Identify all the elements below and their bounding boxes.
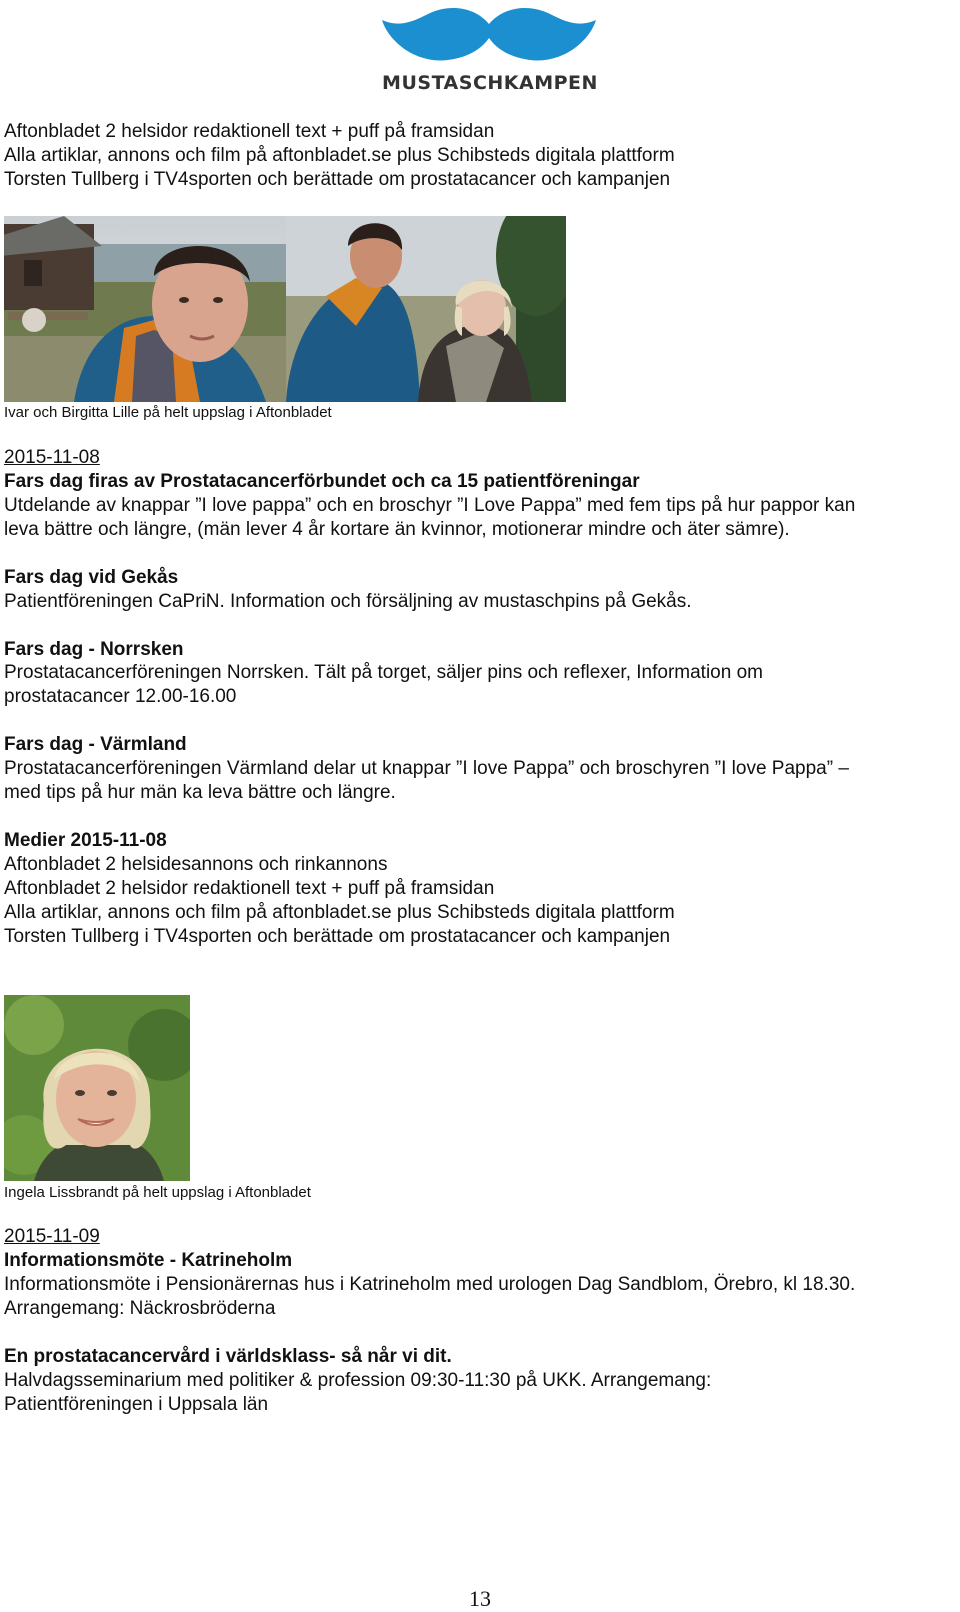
event-text: Informationsmöte i Pensionärernas hus i Katrineholm med urologen Dag Sandblom, Örebro, kl 18.30.: [4, 1274, 856, 1295]
event-text: Prostatacancerföreningen Värmland delar ut knappar ”I love Pappa” och broschyren ”I love Pappa” –: [4, 758, 849, 779]
media-line: Aftonbladet 2 helsidesannons och rinkannons: [4, 854, 388, 875]
event-title: Fars dag vid Gekås: [4, 567, 179, 588]
event-text: Arrangemang: Näckrosbröderna: [4, 1298, 276, 1319]
photo-ivar-birgitta: [286, 216, 566, 402]
event-title: Fars dag - Värmland: [4, 734, 187, 755]
intro-line: Aftonbladet 2 helsidor redaktionell text + puff på framsidan: [4, 121, 495, 142]
photo-ivar: [4, 216, 286, 402]
media-line: Aftonbladet 2 helsidor redaktionell text + puff på framsidan: [4, 878, 495, 899]
intro-line: Alla artiklar, annons och film på aftonbladet.se plus Schibsteds digitala plattform: [4, 145, 675, 166]
event-text: Utdelande av knappar ”I love pappa” och en broschyr ”I Love Pappa” med fem tips på hur pappor kan: [4, 495, 856, 516]
logo-text: MUSTASCHKAMPEN: [382, 72, 598, 94]
event-title: Informationsmöte - Katrineholm: [4, 1250, 293, 1271]
event-title: Fars dag - Norrsken: [4, 639, 184, 660]
event-date: 2015-11-09: [4, 1226, 100, 1247]
event-text: Halvdagsseminarium med politiker & profession 09:30-11:30 på UKK. Arrangemang:: [4, 1370, 712, 1391]
intro-line: Torsten Tullberg i TV4sporten och berättade om prostatacancer och kampanjen: [4, 169, 671, 190]
mustache-icon: [378, 4, 600, 70]
event-date: 2015-11-08: [4, 447, 100, 468]
event-text: med tips på hur män ka leva bättre och längre.: [4, 782, 396, 803]
photo-caption: Ivar och Birgitta Lille på helt uppslag i Aftonbladet: [4, 404, 332, 421]
photo-caption: Ingela Lissbrandt på helt uppslag i Aftonbladet: [4, 1184, 311, 1201]
page-number: 13: [469, 1586, 491, 1611]
event-text: prostatacancer 12.00-16.00: [4, 686, 237, 707]
event-title: En prostatacancervård i världsklass- så når vi dit.: [4, 1346, 452, 1367]
media-line: Torsten Tullberg i TV4sporten och berättade om prostatacancer och kampanjen: [4, 926, 671, 947]
photo-ingela: [4, 995, 190, 1181]
media-title: Medier 2015-11-08: [4, 830, 167, 851]
event-text: Patientföreningen CaPriN. Information och försäljning av mustaschpins på Gekås.: [4, 591, 692, 612]
media-line: Alla artiklar, annons och film på aftonbladet.se plus Schibsteds digitala plattform: [4, 902, 675, 923]
event-text: Patientföreningen i Uppsala län: [4, 1394, 269, 1415]
event-text: Prostatacancerföreningen Norrsken. Tält på torget, säljer pins och reflexer, Information om: [4, 662, 763, 683]
event-title: Fars dag firas av Prostatacancerförbundet och ca 15 patientföreningar: [4, 471, 640, 492]
event-text: leva bättre och längre, (män lever 4 år kortare än kvinnor, motionerar mindre och äter sämre).: [4, 519, 790, 540]
